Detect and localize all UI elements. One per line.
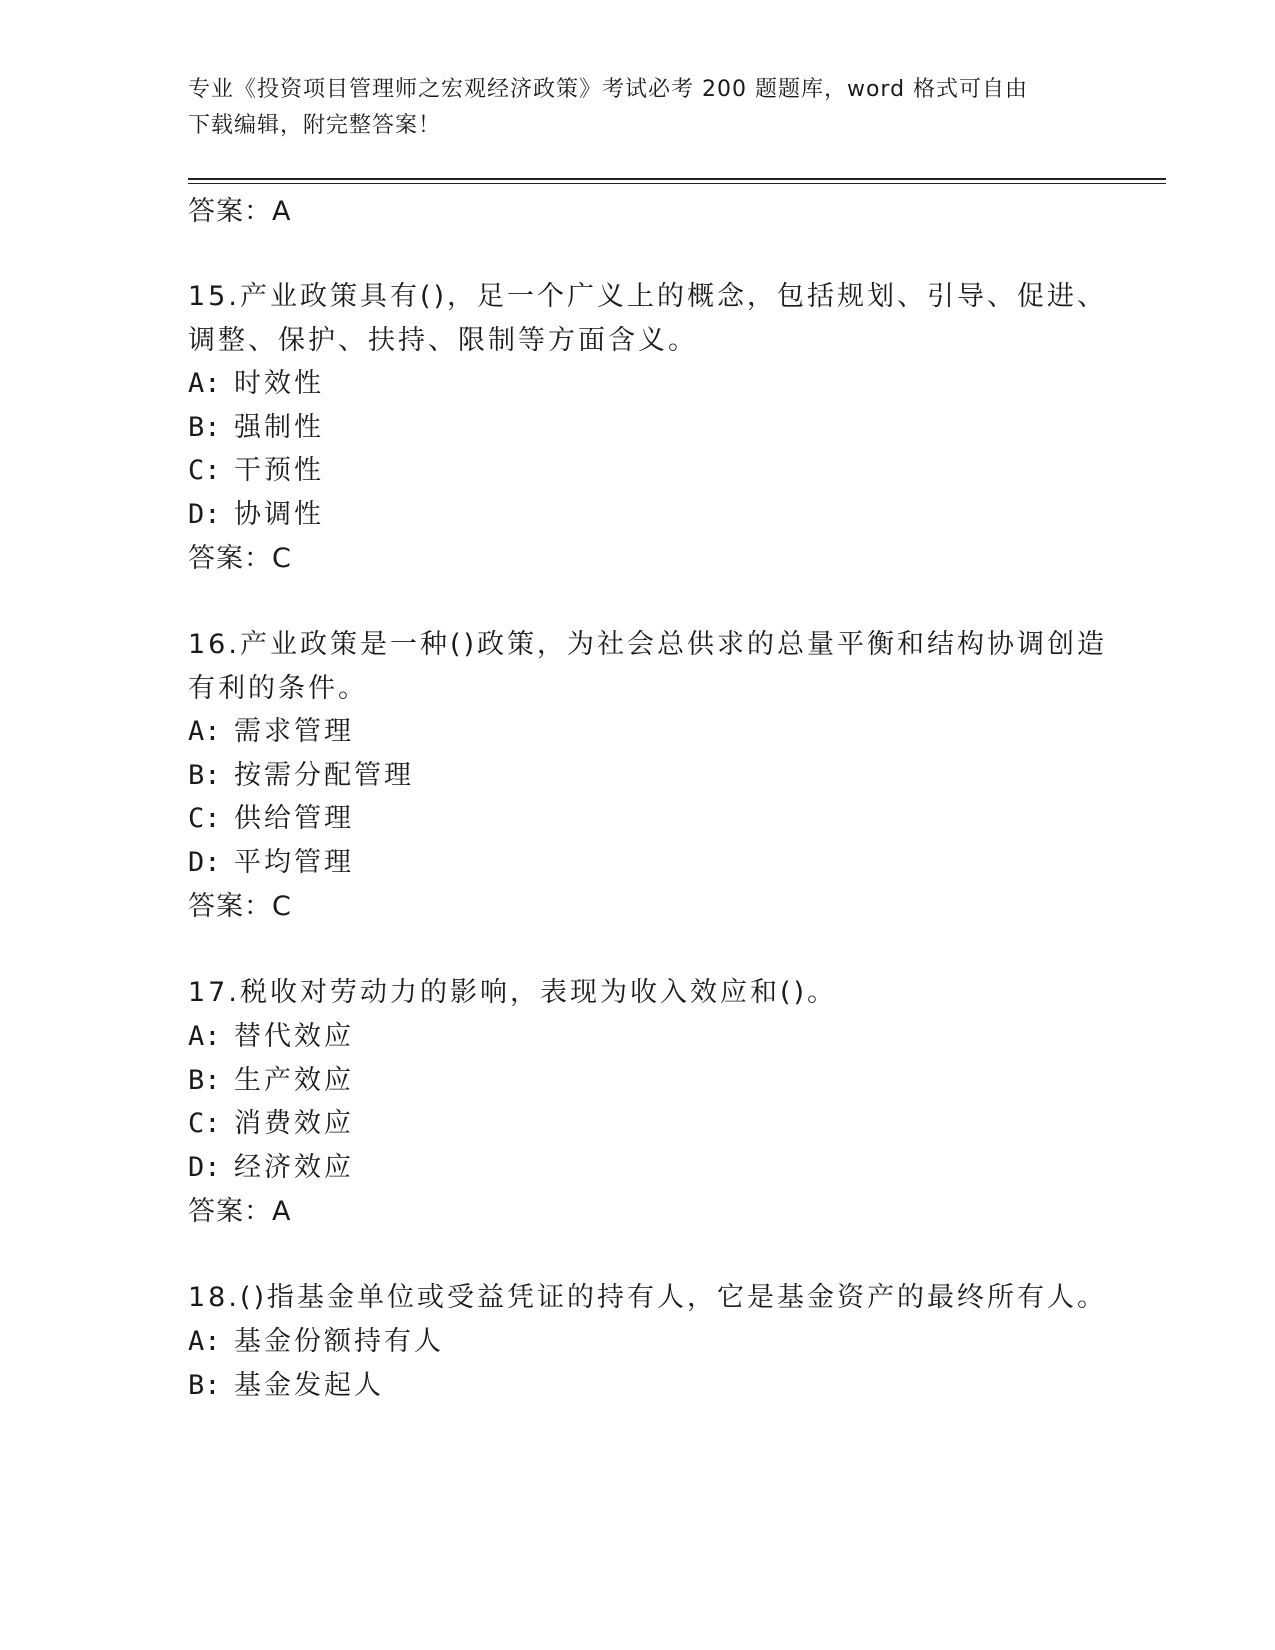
question-stem: 15.产业政策具有()，足一个广义上的概念，包括规划、引导、促进、 [188, 281, 1108, 312]
option-a [188, 361, 324, 400]
option-c [188, 1101, 354, 1140]
option-text: 协调性 [234, 499, 324, 530]
option-c [188, 796, 354, 835]
option-d [188, 840, 354, 879]
option-letter: A: [188, 1021, 221, 1052]
option-letter: B: [188, 1065, 221, 1096]
option-d [188, 1145, 354, 1184]
option-text: 生产效应 [234, 1065, 354, 1096]
option-text: 经济效应 [234, 1152, 354, 1183]
option-letter: D: [188, 1152, 221, 1183]
header-divider-thin [188, 183, 1166, 184]
option-text: 时效性 [234, 368, 324, 399]
option-a [188, 1319, 444, 1358]
option-letter: B: [188, 1370, 221, 1401]
question-stem: 18.()指基金单位或受益凭证的持有人，它是基金资产的最终所有人。 [188, 1282, 1108, 1313]
option-letter: D: [188, 499, 221, 530]
option-b [188, 1363, 384, 1402]
option-letter: C: [188, 1108, 221, 1139]
option-text: 按需分配管理 [234, 760, 414, 791]
option-text: 供给管理 [234, 803, 354, 834]
option-text: 基金份额持有人 [234, 1326, 444, 1357]
option-letter: A: [188, 716, 221, 747]
option-letter: B: [188, 760, 221, 791]
option-a [188, 709, 354, 748]
question-stem-continued: 调整、保护、扶持、限制等方面含义。 [188, 325, 698, 356]
question-stem-continued: 有利的条件。 [188, 673, 368, 704]
question-stem: 16.产业政策是一种()政策，为社会总供求的总量平衡和结构协调创造 [188, 629, 1108, 660]
option-text: 基金发起人 [234, 1370, 384, 1401]
option-b [188, 753, 414, 792]
option-letter: B: [188, 412, 221, 443]
answer: 答案：C [188, 543, 292, 574]
option-text: 平均管理 [234, 847, 354, 878]
option-text: 消费效应 [234, 1108, 354, 1139]
header-line-2: 下载编辑，附完整答案！ [188, 113, 442, 138]
previous-answer: 答案：A [188, 196, 292, 227]
document-header [188, 72, 1088, 144]
option-text: 需求管理 [234, 716, 354, 747]
option-text: 替代效应 [234, 1021, 354, 1052]
answer: 答案：A [188, 1196, 292, 1227]
option-letter: C: [188, 803, 221, 834]
option-text: 干预性 [234, 455, 324, 486]
option-letter: C: [188, 455, 221, 486]
header-line-1: 专业《投资项目管理师之宏观经济政策》考试必考 200 题题库，word 格式可自由 [188, 77, 1029, 102]
answer: 答案：C [188, 891, 292, 922]
option-text: 强制性 [234, 412, 324, 443]
header-divider-thick [188, 178, 1166, 180]
option-b [188, 405, 324, 444]
option-a [188, 1014, 354, 1053]
option-letter: D: [188, 847, 221, 878]
option-c [188, 448, 324, 487]
question-stem: 17.税收对劳动力的影响，表现为收入效应和()。 [188, 977, 838, 1008]
option-b [188, 1058, 354, 1097]
option-d [188, 492, 324, 531]
option-letter: A: [188, 1326, 221, 1357]
option-letter: A: [188, 368, 221, 399]
